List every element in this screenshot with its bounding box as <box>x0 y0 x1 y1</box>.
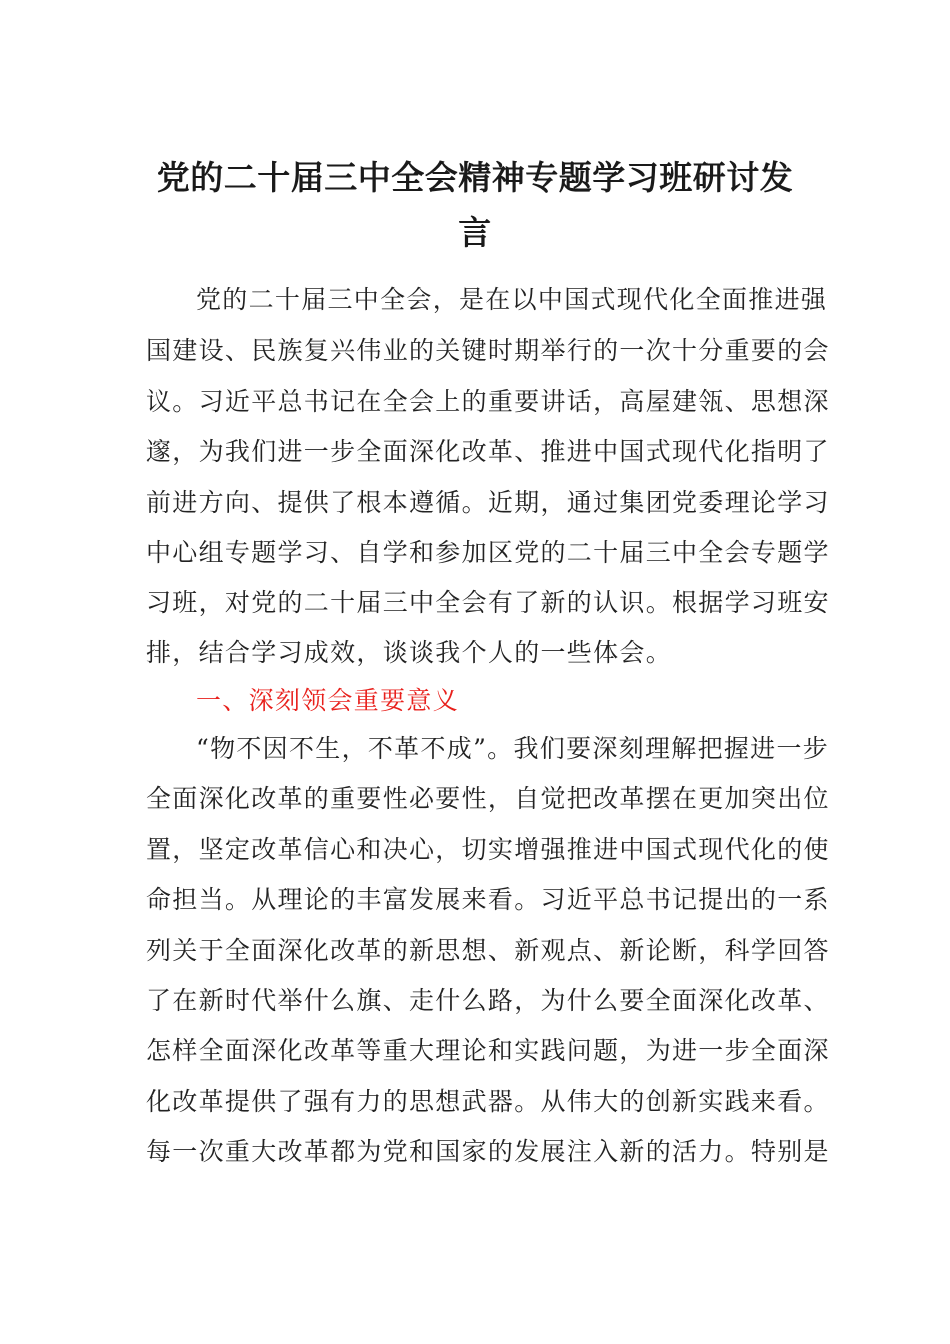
paragraph-line: 怎样全面深化改革等重大理论和实践问题，为进一步全面深 <box>146 1036 830 1065</box>
paragraph-line: 前进方向、提供了根本遵循。近期，通过集团党委理论学习 <box>146 488 830 517</box>
paragraph-line: 了在新时代举什么旗、走什么路，为什么要全面深化改革、 <box>146 986 830 1015</box>
paragraph-line: 每一次重大改革都为党和国家的发展注入新的活力。特别是 <box>146 1137 830 1166</box>
paragraph-line: 中心组专题学习、自学和参加区党的二十届三中全会专题学 <box>146 538 830 567</box>
paragraph-line: 议。习近平总书记在全会上的重要讲话，高屋建瓴、思想深 <box>146 387 830 416</box>
paragraph-line: 置，坚定改革信心和决心，切实增强推进中国式现代化的使 <box>146 835 830 864</box>
paragraph-line: 排，结合学习成效，谈谈我个人的一些体会。 <box>146 638 673 667</box>
paragraph-line: 邃，为我们进一步全面深化改革、推进中国式现代化指明了 <box>146 437 830 466</box>
document-title-line-2: 言 <box>458 213 492 252</box>
paragraph-line: 全面深化改革的重要性必要性，自觉把改革摆在更加突出位 <box>146 784 830 813</box>
paragraph-line: 列关于全面深化改革的新思想、新观点、新论断，科学回答 <box>146 936 830 965</box>
document-title-line-1: 党的二十届三中全会精神专题学习班研讨发 <box>156 158 794 197</box>
paragraph-line: “物不因不生，不革不成”。我们要深刻理解把握进一步 <box>196 734 830 763</box>
paragraph-line: 党的二十届三中全会，是在以中国式现代化全面推进强 <box>196 285 828 314</box>
paragraph-line: 命担当。从理论的丰富发展来看。习近平总书记提出的一系 <box>146 885 830 914</box>
section-heading: 一、深刻领会重要意义 <box>196 686 460 715</box>
paragraph-line: 国建设、民族复兴伟业的关键时期举行的一次十分重要的会 <box>146 336 830 365</box>
paragraph-line: 习班，对党的二十届三中全会有了新的认识。根据学习班安 <box>146 588 830 617</box>
paragraph-line: 化改革提供了强有力的思想武器。从伟大的创新实践来看。 <box>146 1087 830 1116</box>
